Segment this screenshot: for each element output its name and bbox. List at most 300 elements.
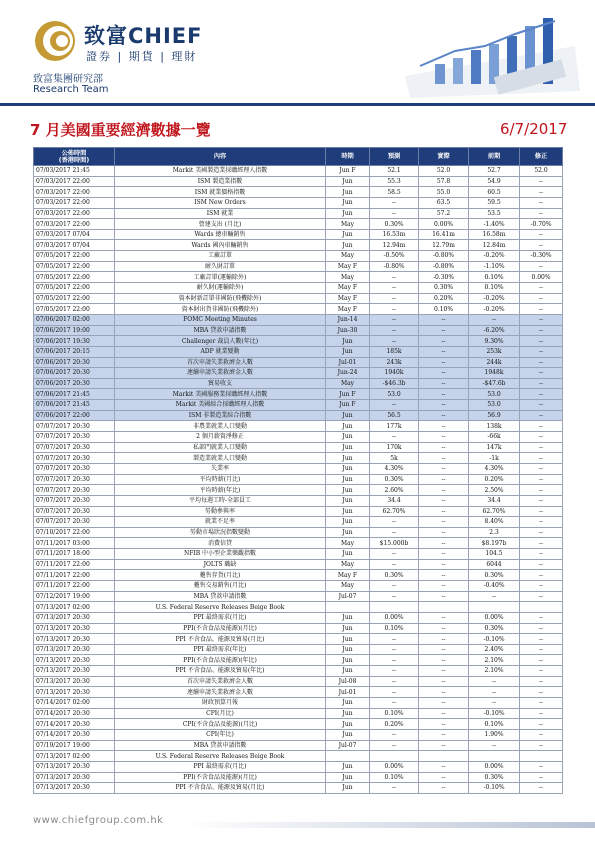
cell-content: 非農業就業人口變動 [115,421,326,432]
cell-revised: -- [520,708,563,719]
cell-content: NFIB 中小型企業樂觀指數 [115,549,326,560]
cell-period: Jun-30 [326,325,370,336]
cell-revised: -0.70% [520,219,563,230]
cell-content: 首次申請失業救濟金人數 [115,676,326,687]
table-row [34,623,563,634]
cell-period: Jun F [326,389,370,400]
cell-forecast: 0.10% [370,623,419,634]
cell-content: 製造業就業人口變動 [115,453,326,464]
cell-period: Jun [326,187,370,198]
table-row [34,538,563,549]
cell-time: 07/06/2017 19:00 [34,325,115,336]
cell-forecast [370,602,419,613]
cell-forecast: 0.10% [370,708,419,719]
cell-forecast [370,751,419,762]
cell-actual: 12.79m [419,240,469,251]
cell-actual: -- [419,612,469,623]
cell-revised: -- [520,410,563,421]
cell-forecast: -0.50% [370,251,419,262]
cell-prior: 147k [469,442,520,453]
cell-time: 07/03/2017 22:00 [34,219,115,230]
cell-period: Jun [326,176,370,187]
cell-period: Jun [326,240,370,251]
cell-revised [520,602,563,613]
cell-time: 07/07/2017 20:30 [34,474,115,485]
cell-forecast: -- [370,549,419,560]
cell-content: PPI 最終需求(月比) [115,761,326,772]
cell-forecast: 177k [370,421,419,432]
cell-forecast: 5k [370,453,419,464]
cell-forecast: -- [370,527,419,538]
cell-forecast: 53.0 [370,389,419,400]
cell-prior: 2.3 [469,527,520,538]
cell-actual: 0.00% [419,219,469,230]
cell-revised: -- [520,666,563,677]
table-row [34,251,563,262]
cell-period: Jun [326,666,370,677]
page-date: 6/7/2017 [500,120,568,138]
table-row [34,400,563,411]
cell-actual: -- [419,772,469,783]
cell-period: Jul-08 [326,676,370,687]
cell-content: CPI(不含食品及能源)(月比) [115,719,326,730]
cell-time: 07/14/2017 20:30 [34,708,115,719]
cell-time: 07/13/2017 20:30 [34,676,115,687]
cell-actual: 63.5 [419,197,469,208]
cell-revised: -- [520,698,563,709]
cell-prior: 253k [469,346,520,357]
cell-forecast: -- [370,676,419,687]
cell-prior: -66k [469,432,520,443]
table-row [34,389,563,400]
cell-time: 07/03/2017 22:00 [34,176,115,187]
cell-forecast: 56.5 [370,410,419,421]
cell-content: Wards 國內車輛銷售 [115,240,326,251]
cell-actual: -- [419,389,469,400]
cell-content: JOLTS 職缺 [115,559,326,570]
cell-time: 07/07/2017 20:30 [34,485,115,496]
chief-logo-icon [34,20,76,62]
cell-period: Jul-01 [326,357,370,368]
cell-period: May F [326,261,370,272]
cell-actual: -- [419,432,469,443]
cell-actual: 57.8 [419,176,469,187]
cell-time: 07/07/2017 20:30 [34,517,115,528]
cell-content: 連續申請失業救濟金人數 [115,368,326,379]
cell-revised: -- [520,485,563,496]
cell-time: 07/06/2017 20:30 [34,357,115,368]
cell-content: CPI(月比) [115,708,326,719]
cell-period: May [326,538,370,549]
cell-prior: 53.0 [469,389,520,400]
cell-period: Jun [326,783,370,794]
table-row [34,378,563,389]
cell-actual: -- [419,719,469,730]
cell-prior: -0.10% [469,708,520,719]
cell-content: Wards 總車輛銷售 [115,229,326,240]
cell-period: Jun [326,208,370,219]
cell-period: Jun [326,442,370,453]
cell-time: 07/13/2017 20:30 [34,655,115,666]
cell-revised: -- [520,442,563,453]
cell-content: 2 個月薪資淨修正 [115,432,326,443]
cell-revised: -- [520,719,563,730]
column-header-forecast: 預測 [370,148,419,166]
cell-revised: -- [520,634,563,645]
research-dept-zh: 致富集團研究部 [33,74,103,85]
cell-period: Jun [326,432,370,443]
cell-content: 貿易收支 [115,378,326,389]
cell-time: 07/13/2017 02:00 [34,602,115,613]
table-row [34,463,563,474]
cell-period: Jun [326,549,370,560]
cell-period: Jun [326,761,370,772]
cell-prior: 4.30% [469,463,520,474]
table-row [34,559,563,570]
cell-forecast: 58.5 [370,187,419,198]
cell-time: 07/07/2017 20:30 [34,442,115,453]
cell-time: 07/06/2017 20:30 [34,368,115,379]
footer-url: www.chiefgroup.com.hk [33,815,164,826]
cell-content: CPI(年比) [115,729,326,740]
column-header-period: 時期 [326,148,370,166]
cell-revised: -- [520,517,563,528]
cell-prior: 8.40% [469,517,520,528]
cell-content: 營建支出 (月比) [115,219,326,230]
cell-time: 07/05/2017 22:00 [34,283,115,294]
cell-period: Jul-07 [326,740,370,751]
cell-actual: -- [419,336,469,347]
cell-period: May [326,219,370,230]
table-row [34,729,563,740]
cell-content: ISM 就業 [115,208,326,219]
table-row [34,761,563,772]
cell-content: MBA 貸款申請指數 [115,325,326,336]
cell-period: Jun [326,336,370,347]
cell-prior: 1.90% [469,729,520,740]
cell-prior: -0.40% [469,580,520,591]
cell-revised: 0.00% [520,272,563,283]
cell-time: 07/19/2017 19:00 [34,740,115,751]
cell-prior: 54.9 [469,176,520,187]
table-row [34,240,563,251]
cell-prior: 0.30% [469,570,520,581]
cell-prior: 104.5 [469,549,520,560]
cell-prior: 62.70% [469,506,520,517]
table-row [34,346,563,357]
cell-content: 就業不足率 [115,517,326,528]
cell-content: 平均時薪(年比) [115,485,326,496]
page-title: 7 月美國重要經濟數據一覽 [30,121,211,139]
cell-revised: -- [520,783,563,794]
cell-forecast: 4.30% [370,463,419,474]
cell-actual: -- [419,527,469,538]
cell-time: 07/07/2017 20:30 [34,463,115,474]
cell-prior: 53.5 [469,208,520,219]
cell-actual: -- [419,314,469,325]
cell-revised: -- [520,549,563,560]
table-row [34,580,563,591]
cell-forecast: 0.30% [370,474,419,485]
table-row [34,783,563,794]
table-row [34,517,563,528]
cell-revised: -- [520,240,563,251]
cell-revised: -- [520,591,563,602]
cell-time: 07/14/2017 02:00 [34,698,115,709]
cell-forecast: -- [370,740,419,751]
cell-time: 07/13/2017 20:30 [34,687,115,698]
cell-actual: -- [419,368,469,379]
cell-period: Jun [326,644,370,655]
cell-revised: -- [520,208,563,219]
cell-actual: -- [419,506,469,517]
cell-time: 07/03/2017 07/04 [34,229,115,240]
cell-period: Jun-14 [326,314,370,325]
cell-prior: 0.10% [469,272,520,283]
cell-time: 07/11/2017 22:00 [34,570,115,581]
cell-content: FOMC Meeting Minutes [115,314,326,325]
cell-revised: -- [520,676,563,687]
cell-actual: -- [419,378,469,389]
cell-prior: -- [469,687,520,698]
cell-forecast: -- [370,314,419,325]
cell-time: 07/05/2017 22:00 [34,251,115,262]
cell-content: MBA 貸款申請指數 [115,591,326,602]
cell-content: PPI 最終需求(月比) [115,612,326,623]
column-header-revised: 修正 [520,148,563,166]
cell-actual [419,602,469,613]
cell-revised: -- [520,527,563,538]
cell-period: Jun [326,346,370,357]
cell-time: 07/13/2017 02:00 [34,751,115,762]
cell-forecast: -- [370,283,419,294]
cell-content: PPI(不含食品及能源)(月比) [115,623,326,634]
cell-content: PPI(不含食品及能源)(年比) [115,655,326,666]
cell-forecast: 12.94m [370,240,419,251]
cell-period: May F [326,293,370,304]
table-row [34,474,563,485]
cell-content: 勞動市場狀況指數變動 [115,527,326,538]
cell-time: 07/13/2017 20:30 [34,634,115,645]
cell-prior: 0.10% [469,283,520,294]
cell-actual: -- [419,495,469,506]
cell-time: 07/10/2017 22:00 [34,527,115,538]
cell-actual: -- [419,559,469,570]
cell-actual: -- [419,453,469,464]
table-row [34,591,563,602]
cell-prior: -1.10% [469,261,520,272]
cell-revised: -- [520,293,563,304]
cell-prior: 0.00% [469,612,520,623]
cell-period: Jun-24 [326,368,370,379]
cell-forecast: -- [370,666,419,677]
cell-prior: 52.7 [469,166,520,177]
cell-revised: -- [520,389,563,400]
cell-revised: -- [520,357,563,368]
cell-period: May [326,378,370,389]
cell-content: U.S. Federal Reserve Releases Beige Book [115,602,326,613]
table-row [34,655,563,666]
cell-content: Markit 美國服務業採購經理人指數 [115,389,326,400]
table-row [34,166,563,177]
cell-content: PPI 不含食品、能源及貿易(月比) [115,634,326,645]
cell-content: Markit 美國綜合採購經理人指數 [115,400,326,411]
cell-actual: -- [419,655,469,666]
cell-content: ISM 製造業指數 [115,176,326,187]
cell-content: 耐久財訂單 [115,261,326,272]
cell-forecast: -- [370,293,419,304]
cell-prior: 9.30% [469,336,520,347]
cell-prior: 0.30% [469,623,520,634]
cell-period: Jun [326,410,370,421]
cell-time: 07/05/2017 22:00 [34,293,115,304]
cell-revised: -- [520,772,563,783]
table-row [34,453,563,464]
cell-content: 財政預算月報 [115,698,326,709]
cell-forecast: 16.53m [370,229,419,240]
cell-forecast: -- [370,644,419,655]
cell-content: 躉售交易銷售(月比) [115,580,326,591]
column-header-actual: 實際 [419,148,469,166]
cell-revised: -- [520,729,563,740]
cell-prior: 138k [469,421,520,432]
cell-actual: -0.30% [419,272,469,283]
table-row [34,272,563,283]
cell-actual: -0.80% [419,251,469,262]
cell-actual: -- [419,421,469,432]
cell-actual: 16.41m [419,229,469,240]
cell-prior: 2.10% [469,655,520,666]
cell-period: Jun [326,729,370,740]
cell-actual: -- [419,570,469,581]
cell-content: 躉售存貨(月比) [115,570,326,581]
cell-period: May [326,272,370,283]
cell-actual: -- [419,666,469,677]
cell-forecast: -- [370,591,419,602]
cell-forecast: -$46.3b [370,378,419,389]
cell-content: 連續申請失業救濟金人數 [115,687,326,698]
cell-time: 07/06/2017 21:45 [34,400,115,411]
cell-actual: 57.2 [419,208,469,219]
cell-forecast: 0.00% [370,612,419,623]
cell-actual: -- [419,346,469,357]
cell-revised: -- [520,197,563,208]
cell-forecast: 170k [370,442,419,453]
cell-forecast: -- [370,272,419,283]
cell-actual: -- [419,591,469,602]
table-row [34,612,563,623]
cell-content: U.S. Federal Reserve Releases Beige Book [115,751,326,762]
cell-forecast: -- [370,698,419,709]
table-row [34,495,563,506]
cell-forecast: -- [370,687,419,698]
cell-prior: -0.10% [469,634,520,645]
cell-period: Jun [326,634,370,645]
cell-forecast: 34.4 [370,495,419,506]
cell-actual: -- [419,485,469,496]
cell-revised: -- [520,187,563,198]
table-row [34,676,563,687]
cell-content: MBA 貸款申請指數 [115,740,326,751]
cell-revised: -- [520,538,563,549]
cell-content: Markit 美國製造業採購經理人指數 [115,166,326,177]
table-row [34,261,563,272]
cell-time: 07/13/2017 20:30 [34,623,115,634]
table-row [34,410,563,421]
cell-content: 工廠訂單(運輸除外) [115,272,326,283]
cell-time: 07/07/2017 20:30 [34,495,115,506]
cell-period: Jun [326,485,370,496]
cell-time: 07/06/2017 20:30 [34,378,115,389]
cell-actual: -- [419,580,469,591]
cell-content: PPI 不含食品、能源及貿易(月比) [115,783,326,794]
cell-forecast: 0.10% [370,772,419,783]
cell-forecast: -- [370,325,419,336]
cell-forecast: 0.20% [370,719,419,730]
table-row [34,432,563,443]
cell-forecast: 185k [370,346,419,357]
cell-prior: -1k [469,453,520,464]
cell-revised: -- [520,474,563,485]
cell-revised: -- [520,453,563,464]
cell-forecast: -- [370,783,419,794]
cell-actual: -- [419,549,469,560]
cell-revised: -- [520,378,563,389]
cell-time: 07/13/2017 20:30 [34,761,115,772]
cell-period: Jun [326,229,370,240]
table-row [34,527,563,538]
cell-content: PPI 最終需求(年比) [115,644,326,655]
cell-actual: -- [419,708,469,719]
cell-forecast: $15.000b [370,538,419,549]
cell-actual: 0.10% [419,304,469,315]
cell-forecast: -0.80% [370,261,419,272]
cell-actual: 0.20% [419,293,469,304]
cell-period: Jun [326,698,370,709]
cell-revised: -- [520,283,563,294]
cell-period: Jun [326,655,370,666]
column-header-content: 內容 [115,148,326,166]
table-row [34,549,563,560]
cell-time: 07/11/2017 22:00 [34,559,115,570]
cell-time: 07/03/2017 22:00 [34,187,115,198]
cell-forecast: 55.3 [370,176,419,187]
cell-revised: -- [520,623,563,634]
cell-period: Jun F [326,166,370,177]
table-row [34,421,563,432]
cell-actual: -0.80% [419,261,469,272]
cell-prior [469,602,520,613]
cell-time: 07/13/2017 20:30 [34,666,115,677]
table-body [34,166,563,794]
cell-revised: -- [520,368,563,379]
cell-prior: 56.9 [469,410,520,421]
cell-actual: -- [419,687,469,698]
cell-prior: 0.10% [469,719,520,730]
table-row [34,772,563,783]
cell-forecast: -- [370,559,419,570]
cell-actual: -- [419,442,469,453]
cell-revised: -- [520,176,563,187]
cell-period: May F [326,283,370,294]
cell-time: 07/13/2017 20:30 [34,772,115,783]
cell-revised: -- [520,655,563,666]
cell-prior: -6.20% [469,325,520,336]
header-rule [0,103,595,106]
cell-actual: -- [419,676,469,687]
cell-revised: -- [520,612,563,623]
cell-time: 07/11/2017 22:00 [34,580,115,591]
